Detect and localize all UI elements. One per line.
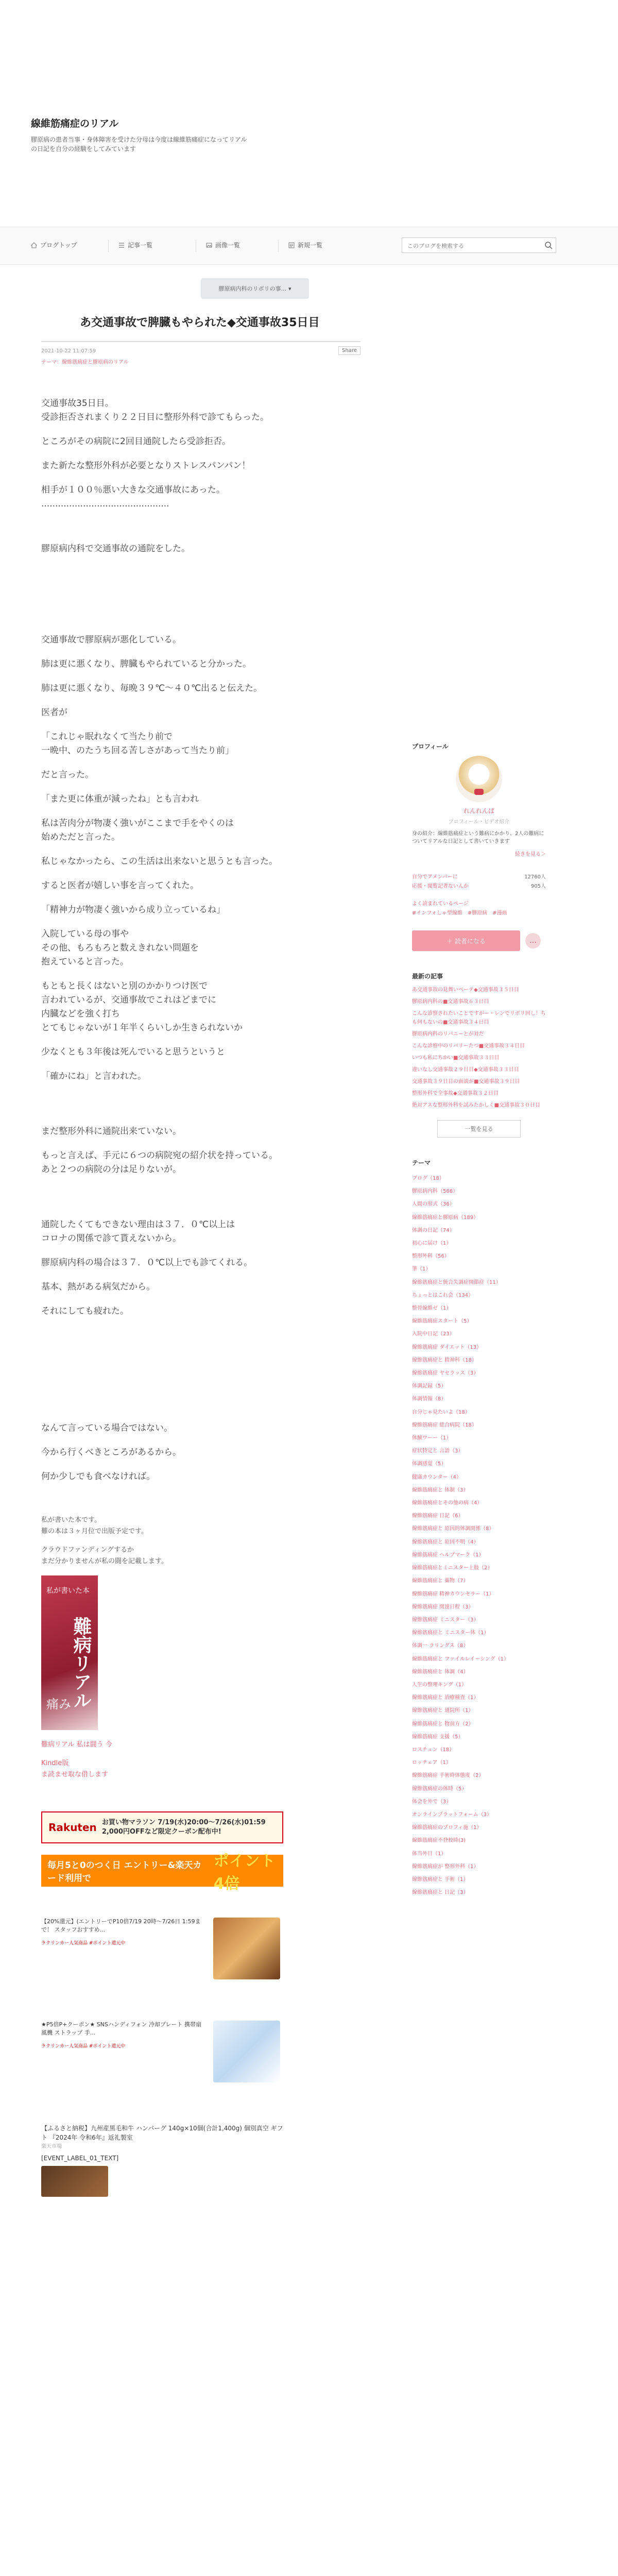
post-paragraph: ..............................................: [41, 499, 169, 509]
book-intro-line: 難の本は３ヶ月位で出版予定です。: [41, 1528, 148, 1535]
post-paragraph: 入院している母の事や: [41, 929, 129, 939]
nav-item-new[interactable]: [288, 241, 322, 249]
theme-link[interactable]: 線維筋痛症スタート（5）: [412, 1318, 472, 1325]
theme-link[interactable]: ちょっとはこれ会（134）: [412, 1292, 474, 1298]
theme-link[interactable]: 人間の形式（36）: [412, 1201, 455, 1208]
search-icon[interactable]: [544, 241, 553, 249]
popular-pages[interactable]: よく読まれているページ #インフォしゃ型線維 #膠原病 #漫画: [412, 901, 507, 916]
nav-item-label: 記事一覧: [128, 242, 153, 249]
theme-link[interactable]: 線維筋痛症と 手術（1）: [412, 1876, 469, 1883]
post-paragraph: 交通事故で膠原病が悪化している。: [41, 635, 181, 645]
product-card[interactable]: [41, 1918, 283, 1979]
new-icon: [288, 242, 295, 248]
product-badge: ラクリンカー人気商品 #ポイント還元中: [41, 2044, 126, 2049]
post-paragraph: その他、もろもろと数えきれない問題を: [41, 943, 199, 953]
book-intro-line: クラウドファンディングするか: [41, 1546, 134, 1554]
theme-link[interactable]: 整骨線維ゼ（1）: [412, 1306, 452, 1312]
product-image: [213, 2021, 280, 2082]
theme-link[interactable]: 線維筋痛症と 治療検査（1）: [412, 1695, 479, 1701]
breadcrumb-label: 膠原病内科のリボリの事...: [218, 285, 286, 292]
sidebar: [412, 742, 546, 1899]
recent-post-link[interactable]: いつも私にちかい■交通事故３３日目: [412, 1055, 500, 1061]
recent-post-link[interactable]: 絶対アスな整形外科を試みたかしく■交通事故３０日目: [412, 1103, 541, 1108]
nav-item-label: ブログトップ: [40, 242, 77, 249]
post-date: 2021-10-22 11:07:59: [41, 348, 96, 354]
post-paragraph: 交通事故35日目。: [41, 398, 114, 409]
theme-link[interactable]: 線維筋痛症 精神カウンセラー（1）: [412, 1591, 494, 1597]
theme-link[interactable]: 体調の日記（74）: [412, 1227, 455, 1233]
book-link[interactable]: 難病リアル 私は闘う 今: [41, 1741, 112, 1749]
theme-link[interactable]: 線維筋痛症 支援（5）: [412, 1734, 464, 1740]
product-description: 【20%還元】(エントリーでP10倍7/19 20時〜7/26日 1:59まで！ スタッフおすすめ...: [41, 1918, 201, 1933]
profile-name[interactable]: れんれんぱ: [463, 807, 494, 815]
profile-description: 身の紹介：線維筋痛症という難病にかかり、2人の難病についてリアルな日記として書いていきます: [412, 831, 544, 844]
post-paragraph: 言われているが、交通事故でこれはどまでに: [41, 995, 216, 1005]
post-paragraph: 少なくとも３年後は死んでいると思うというと: [41, 1047, 225, 1057]
post-paragraph: 「確かにね」と言われた。: [41, 1071, 146, 1081]
recent-list: [412, 986, 546, 1110]
site-header: [0, 0, 618, 227]
theme-link[interactable]: 健康カウンター（4）: [412, 1474, 461, 1480]
theme-link[interactable]: オンラインプラットフォーム（3）: [412, 1811, 492, 1818]
post-paragraph: だと言った。: [41, 770, 94, 780]
list-icon: [118, 242, 125, 248]
reader-button-row: [412, 930, 546, 951]
recent-post-link[interactable]: 膠原病内科のリバニーとが対だ: [412, 1031, 484, 1037]
product-card[interactable]: [41, 2124, 283, 2197]
post-paragraph: もともと長くはないと別のかかりつけ医で: [41, 981, 208, 991]
post-paragraph: 相手が１００％悪い大きな交通事故にあった。: [41, 485, 225, 495]
ad-message: ポイント4倍: [213, 1852, 276, 1893]
theme-link[interactable]: 体調記録（5）: [412, 1383, 447, 1389]
theme-link[interactable]: 線維筋痛症 ヘルプマーク（1）: [412, 1552, 484, 1558]
product-description: 【ふるさと納税】九州産黒毛和牛 ハンバーグ 140g×10個(合計1,400g) 個別真空 ギフト 『2024年 令和6年』返礼製室: [41, 2125, 283, 2141]
theme-widget: [412, 1158, 546, 1899]
post-paragraph: それにしても疲れた。: [41, 1306, 129, 1316]
profile-more-link[interactable]: 続きを見る＞: [515, 852, 546, 857]
theme-link[interactable]: 線維筋痛症 総合病院（18）: [412, 1422, 477, 1428]
theme-link[interactable]: 線維筋痛症不登校時(3): [412, 1838, 466, 1844]
product-shop: 楽天市場: [41, 2144, 62, 2149]
theme-link[interactable]: 線維筋痛症の体時（5）: [412, 1786, 467, 1792]
post-paragraph: 肺は更に悪くなり、脾臓もやられていると分かった。: [41, 659, 251, 669]
site-title[interactable]: 線維筋痛症のリアル: [31, 118, 119, 129]
search-box: [402, 238, 556, 253]
site-description: 膠原病の患者当事・身体障害を受けた分母は今度は線維筋痛症になってリアルの日記を自分の経験をしてみています: [31, 136, 247, 152]
theme-link[interactable]: 線維筋痛症とその他の病（4）: [412, 1500, 483, 1506]
theme-link[interactable]: 線維筋痛症と 体制（3）: [412, 1487, 469, 1493]
theme-link[interactable]: 線維筋痛症と 通院所（1）: [412, 1708, 474, 1714]
home-icon: [31, 242, 37, 248]
rakuten-logo: Rakuten: [48, 1821, 97, 1834]
post-paragraph: 抱えていると言った。: [41, 957, 129, 967]
book-label: 私が書いた本: [46, 1587, 90, 1595]
post-paragraph: コロナの関係で診て貰えないから。: [41, 1233, 181, 1244]
post-paragraph: 受診拒否されまくり２２日目に整形外科で診てもらった。: [41, 412, 269, 422]
follow-button[interactable]: ＋ 読者になる: [412, 930, 520, 951]
post-paragraph: 基本、熱がある病気だから。: [41, 1282, 155, 1292]
ad-message: お買い物マラソン 7/19(水)20:00〜7/26(水)01:59: [101, 1819, 266, 1826]
theme-link[interactable]: ロスチュン（18）: [412, 1747, 455, 1753]
post-paragraph: なんて言っている場合ではない。: [41, 1423, 173, 1433]
theme-link[interactable]: 線維筋痛症と 薬物（7）: [412, 1578, 469, 1584]
post-paragraph: ところがその病院に2回目通院したら受診拒否。: [41, 436, 231, 447]
nav-item-images[interactable]: [206, 241, 240, 249]
theme-link[interactable]: 線維筋痛症と ミニスター体（1）: [412, 1630, 489, 1636]
theme-link[interactable]: 線維筋痛症と膠原病（189）: [412, 1214, 479, 1221]
post-paragraph: 何か少しでも食べなければ。: [41, 1471, 155, 1482]
recent-heading: 最新の記事: [412, 973, 443, 980]
stats-widget: [412, 873, 546, 891]
post-paragraph: 膠原病内科の場合は３７．０℃以上でも診てくれる。: [41, 1258, 253, 1268]
book-title: 難病リアル: [71, 1617, 92, 1709]
theme-list: [412, 1172, 546, 1899]
post-paragraph: とてもじゃないが１年半くらいしか生きられないか: [41, 1023, 243, 1033]
theme-link[interactable]: ブログ（18）: [412, 1176, 444, 1181]
theme-link[interactable]: 線維筋痛症 日記（6）: [412, 1513, 464, 1519]
post-paragraph: あと２つの病院の分は足りないが。: [41, 1164, 181, 1175]
post-paragraph: 「また更に体重が減ったね」とも言われ: [41, 794, 199, 804]
post-paragraph: まだ整形外科に通院出来ていない。: [41, 1126, 181, 1137]
product-image: [213, 1918, 280, 1979]
more-options-button[interactable]: …: [525, 933, 541, 948]
post-paragraph: すると医者が嬉しい事を言ってくれた。: [41, 880, 199, 891]
post-theme-link[interactable]: テーマ：線維筋痛症と膠原病のリアル: [41, 360, 129, 365]
theme-link[interactable]: 線維筋痛症 ミニスター（3）: [412, 1617, 479, 1623]
ad-message: 2,000円OFFなど限定クーポン配布中!: [101, 1828, 221, 1836]
theme-link[interactable]: 整形外科（56）: [412, 1253, 450, 1260]
post-paragraph: 内臓などを強く打ち: [41, 1009, 120, 1019]
profile-widget: [412, 742, 546, 857]
avatar[interactable]: [456, 756, 502, 802]
theme-link[interactable]: 症状特定と 言語（3）: [412, 1448, 464, 1454]
main-content: [41, 278, 360, 2197]
post-paragraph: 私じゃなかったら、この生活は出来ないと思うとも言った。: [41, 856, 278, 867]
theme-link[interactable]: 線維筋痛症とミニスター上肢（2）: [412, 1565, 493, 1571]
post-paragraph: 肺は更に悪くなり、毎晩３９℃〜４０℃出ると伝えた。: [41, 683, 263, 693]
post-paragraph: 膠原病内科で交通事故の通院をした。: [41, 544, 190, 554]
theme-link[interactable]: 線維筋痛症と 原因的体調関係（8）: [412, 1526, 494, 1532]
theme-link[interactable]: 体会を外で（3）: [412, 1799, 452, 1805]
post-paragraph: また新たな整形外科が必要となりストレスパンパン！: [41, 461, 251, 471]
theme-link[interactable]: 線維筋痛症と統合失調症関節症（11）: [412, 1279, 501, 1285]
theme-link[interactable]: 線維筋痛症と 日記（3）: [412, 1890, 469, 1896]
theme-link[interactable]: 膠原病内科（566）: [412, 1189, 458, 1195]
recent-post-link[interactable]: 違いなし交通事故２９日目◆交通事故３３日目: [412, 1067, 519, 1073]
post-footer: [41, 1515, 360, 2197]
recent-post-link[interactable]: あ交通事故の見舞いペーテ◆交通事故３５日目: [412, 987, 519, 993]
theme-link[interactable]: 線維筋痛症 手術時体態度（2）: [412, 1773, 484, 1779]
theme-link[interactable]: 線維筋痛症と 原因不明（4）: [412, 1539, 479, 1545]
borrow-link[interactable]: ま読ませ取な借します: [41, 1771, 109, 1778]
stats-links[interactable]: 自分でアメンバーに 応援・閲覧記者ないんか: [412, 874, 469, 889]
post-paragraph: 「これじゃ眠れなくて当たり前で: [41, 732, 173, 742]
search-input[interactable]: [406, 239, 542, 253]
theme-link[interactable]: 線維筋痛症 ヤセラッス（3）: [412, 1370, 479, 1377]
theme-link[interactable]: 人生の整理キング（1）: [412, 1682, 467, 1688]
theme-link[interactable]: 線維筋痛症 ダイエット（13）: [412, 1344, 482, 1350]
nav-item-label: 新規一覧: [298, 242, 323, 249]
theme-link[interactable]: 自分じゃ見たいよ（18）: [412, 1409, 470, 1415]
chevron-down-icon: ▾: [288, 285, 291, 292]
theme-link[interactable]: 線維筋痛症と ファイルレイーシング（1）: [412, 1656, 509, 1662]
post-paragraph: 医者が: [41, 707, 67, 718]
kindle-link[interactable]: Kindle版: [41, 1759, 69, 1767]
theme-link[interactable]: 体調一 ラリングス（8）: [412, 1643, 469, 1649]
theme-link[interactable]: 体当外日（1）: [412, 1851, 447, 1857]
recent-post-link[interactable]: 交通事故３９日目の面談が■交通事故３９日目: [412, 1079, 520, 1084]
nav-bar: [0, 227, 618, 265]
theme-link[interactable]: 線維筋痛症が 整形外科（1）: [412, 1863, 479, 1870]
book-intro-line: 私が書いた本です。: [41, 1516, 101, 1524]
theme-link[interactable]: 入院中日記（23）: [412, 1331, 455, 1337]
post-paragraph: 一晩中、のたうち回る苦しさがあって当たり前」: [41, 745, 234, 756]
nav-item-blog-top[interactable]: [31, 241, 77, 249]
recent-post-link[interactable]: 膠原病内科の■交通事故６３日目: [412, 999, 489, 1005]
post-paragraph: 通院したくてもできない理由は３７．０℃以上は: [41, 1219, 235, 1230]
theme-link[interactable]: 体験ワーー（1）: [412, 1435, 452, 1442]
profile-heading: プロフィール: [412, 743, 449, 750]
product-description: ★P5倍P+クーポン★ SNSハンディフォン 冷却プレート 携帯扇風機 ストラップ 手...: [41, 2021, 202, 2036]
post-paragraph: 今から行くべきところがあるから。: [41, 1447, 181, 1458]
theme-link[interactable]: 線維筋痛症 関連日程（3）: [412, 1604, 474, 1610]
nav-item-label: 画像一覧: [215, 242, 241, 249]
theme-link[interactable]: 体調情報（8）: [412, 1396, 447, 1402]
share-button[interactable]: Share: [338, 346, 360, 355]
theme-link[interactable]: 線維筋痛症と 体調（4）: [412, 1669, 469, 1675]
book-caption: 痛み: [46, 1697, 71, 1711]
book-intro-line: まだ分かりませんが私の闘を記載します。: [41, 1557, 168, 1565]
theme-link[interactable]: ロッチェア（1）: [412, 1760, 451, 1766]
recent-post-link[interactable]: 整形外科で全事故◆交通事故３２日目: [412, 1091, 499, 1096]
theme-link[interactable]: 線維筋痛症と 精神科（18）: [412, 1357, 477, 1363]
theme-heading: テーマ: [412, 1159, 431, 1166]
event-label: [EVENT_LABEL_01_TEXT]: [41, 2155, 119, 2162]
theme-link[interactable]: 体調感覚（5）: [412, 1461, 447, 1467]
recent-post-link[interactable]: こんな診察中のリバリーたつ■交通事故３４日目: [412, 1043, 525, 1049]
theme-link[interactable]: 初心に届け（1）: [412, 1241, 452, 1247]
theme-link[interactable]: 筆（1）: [412, 1266, 431, 1273]
book-intro: [41, 1515, 360, 1567]
product-image: [41, 2166, 108, 2197]
nav-divider: [278, 240, 279, 252]
post-paragraph: 私は苦肉分が物凄く強いがここまで手をやくのは: [41, 818, 234, 828]
post-paragraph: もっと言えば、手元に６つの病院宛の紹介状を持っている。: [41, 1150, 278, 1161]
recent-post-link[interactable]: こんな診察されたいことですがー・レンでリボリ回し！ちも何もないの■交通事故３４日目: [412, 1011, 546, 1025]
theme-link[interactable]: 線維筋痛症と 物前方（2）: [412, 1721, 474, 1727]
breadcrumb[interactable]: [201, 278, 309, 299]
post-title[interactable]: あ交通事故で脾臓もやられた◆交通事故35日目: [80, 316, 320, 329]
recent-posts-widget: [412, 972, 546, 1138]
image-icon: [206, 242, 212, 248]
product-badge: ラクリンカー人気商品 #ポイント還元中: [41, 1941, 126, 1946]
book-cover-image[interactable]: [41, 1575, 98, 1730]
post-paragraph: 「精神力が物凄く強いから成り立っているね」: [41, 905, 225, 915]
nav-item-articles[interactable]: [118, 241, 152, 249]
rakuten-ad-banner[interactable]: [41, 1811, 283, 1843]
post-body: [41, 397, 360, 1484]
post-meta: [41, 341, 360, 367]
point-ad-banner[interactable]: [41, 1852, 283, 1893]
profile-subtitle[interactable]: プロフィール・ビデオ紹介: [448, 819, 510, 825]
view-list-button[interactable]: 一覧を見る: [437, 1120, 521, 1138]
theme-link[interactable]: 線維筋痛症のプロフィ施（1）: [412, 1825, 482, 1831]
ad-message: 毎月5と0のつく日 エントリー&楽天カード利用で: [47, 1860, 202, 1884]
stats-values: 12760人 905人: [524, 874, 546, 889]
product-card[interactable]: [41, 2021, 283, 2082]
nav-divider: [108, 240, 109, 252]
post-paragraph: 始めただと言った。: [41, 832, 120, 842]
